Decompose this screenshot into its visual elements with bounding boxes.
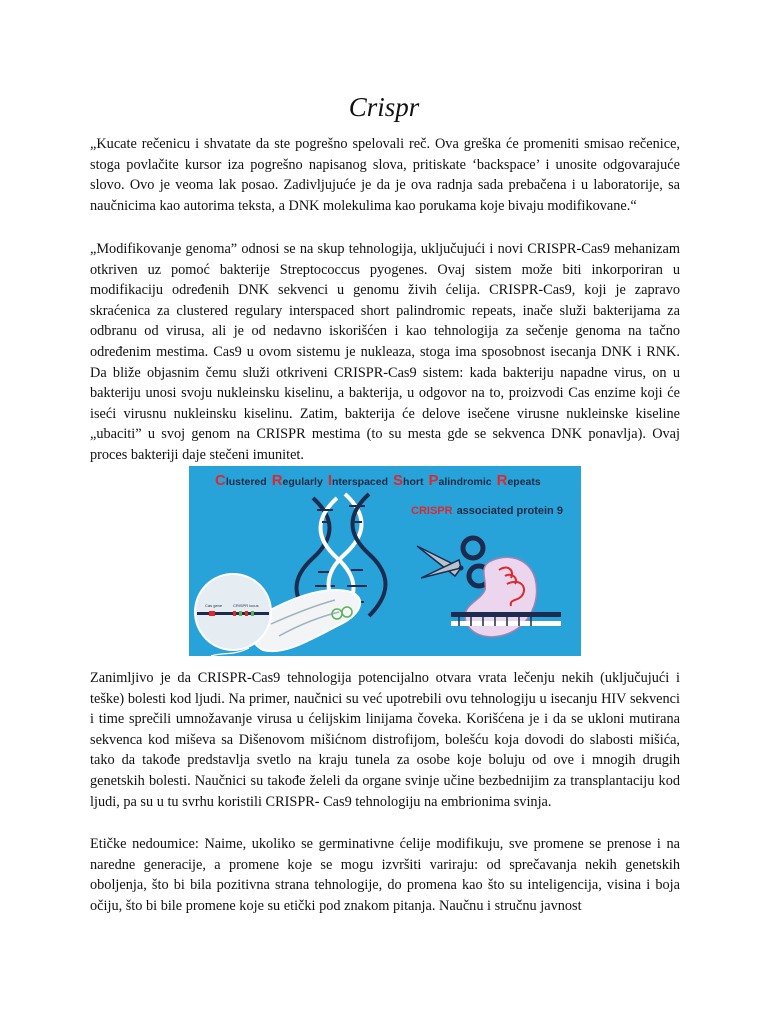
paragraph-medical-use: Zanimljivo je da CRISPR-Cas9 tehnologija potencijalno otvara vrata lečenju nekih (uključujući i teške) bolesti kod ljudi. Na primer, naučnici su već upotrebili ovu tehnologiju u isecanju HIV sekvenci i time sprečili umnožavanje virusa u ćelijskim linijama čoveka. Korišćena je i da se ukloni mutirana sekvenca kod miševa sa Dišenovom mišićnom distrofijom, bolešću koja dovodi do slabosti mišića, tako da takođe predstavlja svetlo na kraju tunela za osobe koje boluju od ove i mnogih drugih genetskih bolesti. Naučnici su takođe želeli da organe svinje učine bezbednijim za transplantaciju kod ljudi, pa su u tu svrhu koristili CRISPR- Cas9 tehnologiju na embrionima svinja. (90, 670, 680, 810)
crispr-illustration (189, 466, 581, 656)
cas9-label: CRISPR associated protein 9 (411, 505, 563, 517)
paragraph-intro: „Kucate rečenicu i shvatate da ste pogrešno spelovali reč. Ova greška će promeniti smisao rečenice, stoga povlačite kursor iza pogrešno napisanog slova, pritiskate ‘backspace’ i unosite odgovarajuće slovo. Ovo je veoma lak posao. Zadivljujuće je da je ova radnja sada prebačena i u laboratorije, sa naučnicima kao autorima teksta, a DNK molekulima kao porukama koje bivaju modifikovane.“ (90, 136, 680, 214)
crispr-illustration-svg (189, 466, 581, 656)
cas-gene-label: Cas gene (205, 603, 223, 608)
genome-circle-icon (195, 574, 271, 650)
page-title: Crispr (348, 92, 420, 122)
paragraph-ethics: Etičke nedoumice: Naime, ukoliko se germinativne ćelije modifikuju, sve promene se prenose i na naredne generacije, a promene koje se mogu izvršiti variraju: od sprečavanja nekih genetskih oboljenja, što bi bila pozitivna strana tehnologije, do promena kao što su inteligencija, visina i boja očiju, što bi bile promene koje su etički pod znakom pitanja. Naučnu i stručnu javnost (90, 836, 680, 914)
scissors-icon (417, 538, 489, 586)
crispr-acronym-banner: Clustered Regularly Interspaced Short Palindromic Repeats (215, 472, 541, 489)
crispr-locus-label: CRISPR locus (233, 603, 259, 608)
paragraph-genome-editing: „Modifikovanje genoma” odnosi se na skup tehnologija, uključujući i novi CRISPR-Cas9 mehanizam otkriven uz pomoć bakterije Streptococcus pyogenes. Ovaj sistem može biti inkorporiran u modifikaciju određenih DNK sekvenci u genomu živih ćelija. CRISPR-Cas9, koji je zapravo skraćenica za clustered regulary interspaced short palindromic repeats, inače služi bakterijama za odbranu od virusa, ali je od nedavno iskorišćen i kao tehnologija za sečenje genoma na tačno određenim mestima. Cas9 u ovom sistemu je nukleaza, stoga ima sposobnost isecanja DNK i RNK. Da bliže objasnim čemu služi otkriveni CRISPR-Cas9 sistem: kada bakteriju napadne virus, on u bakteriju unosi svoju nukleinsku kiselinu, a bakterija, u odgovor na to, proizvodi Cas enzime koji će iseći virusnu nukleinsku kiselinu. Zatim, bakterija će delove isečene virusne nukleinske kiseline „ubaciti” u svoj genom na CRISPR mestima (to su mesta gde se sekvenca DNK ponavlja). Ovaj proces bakteriji daje stečeni imunitet. (90, 241, 680, 463)
